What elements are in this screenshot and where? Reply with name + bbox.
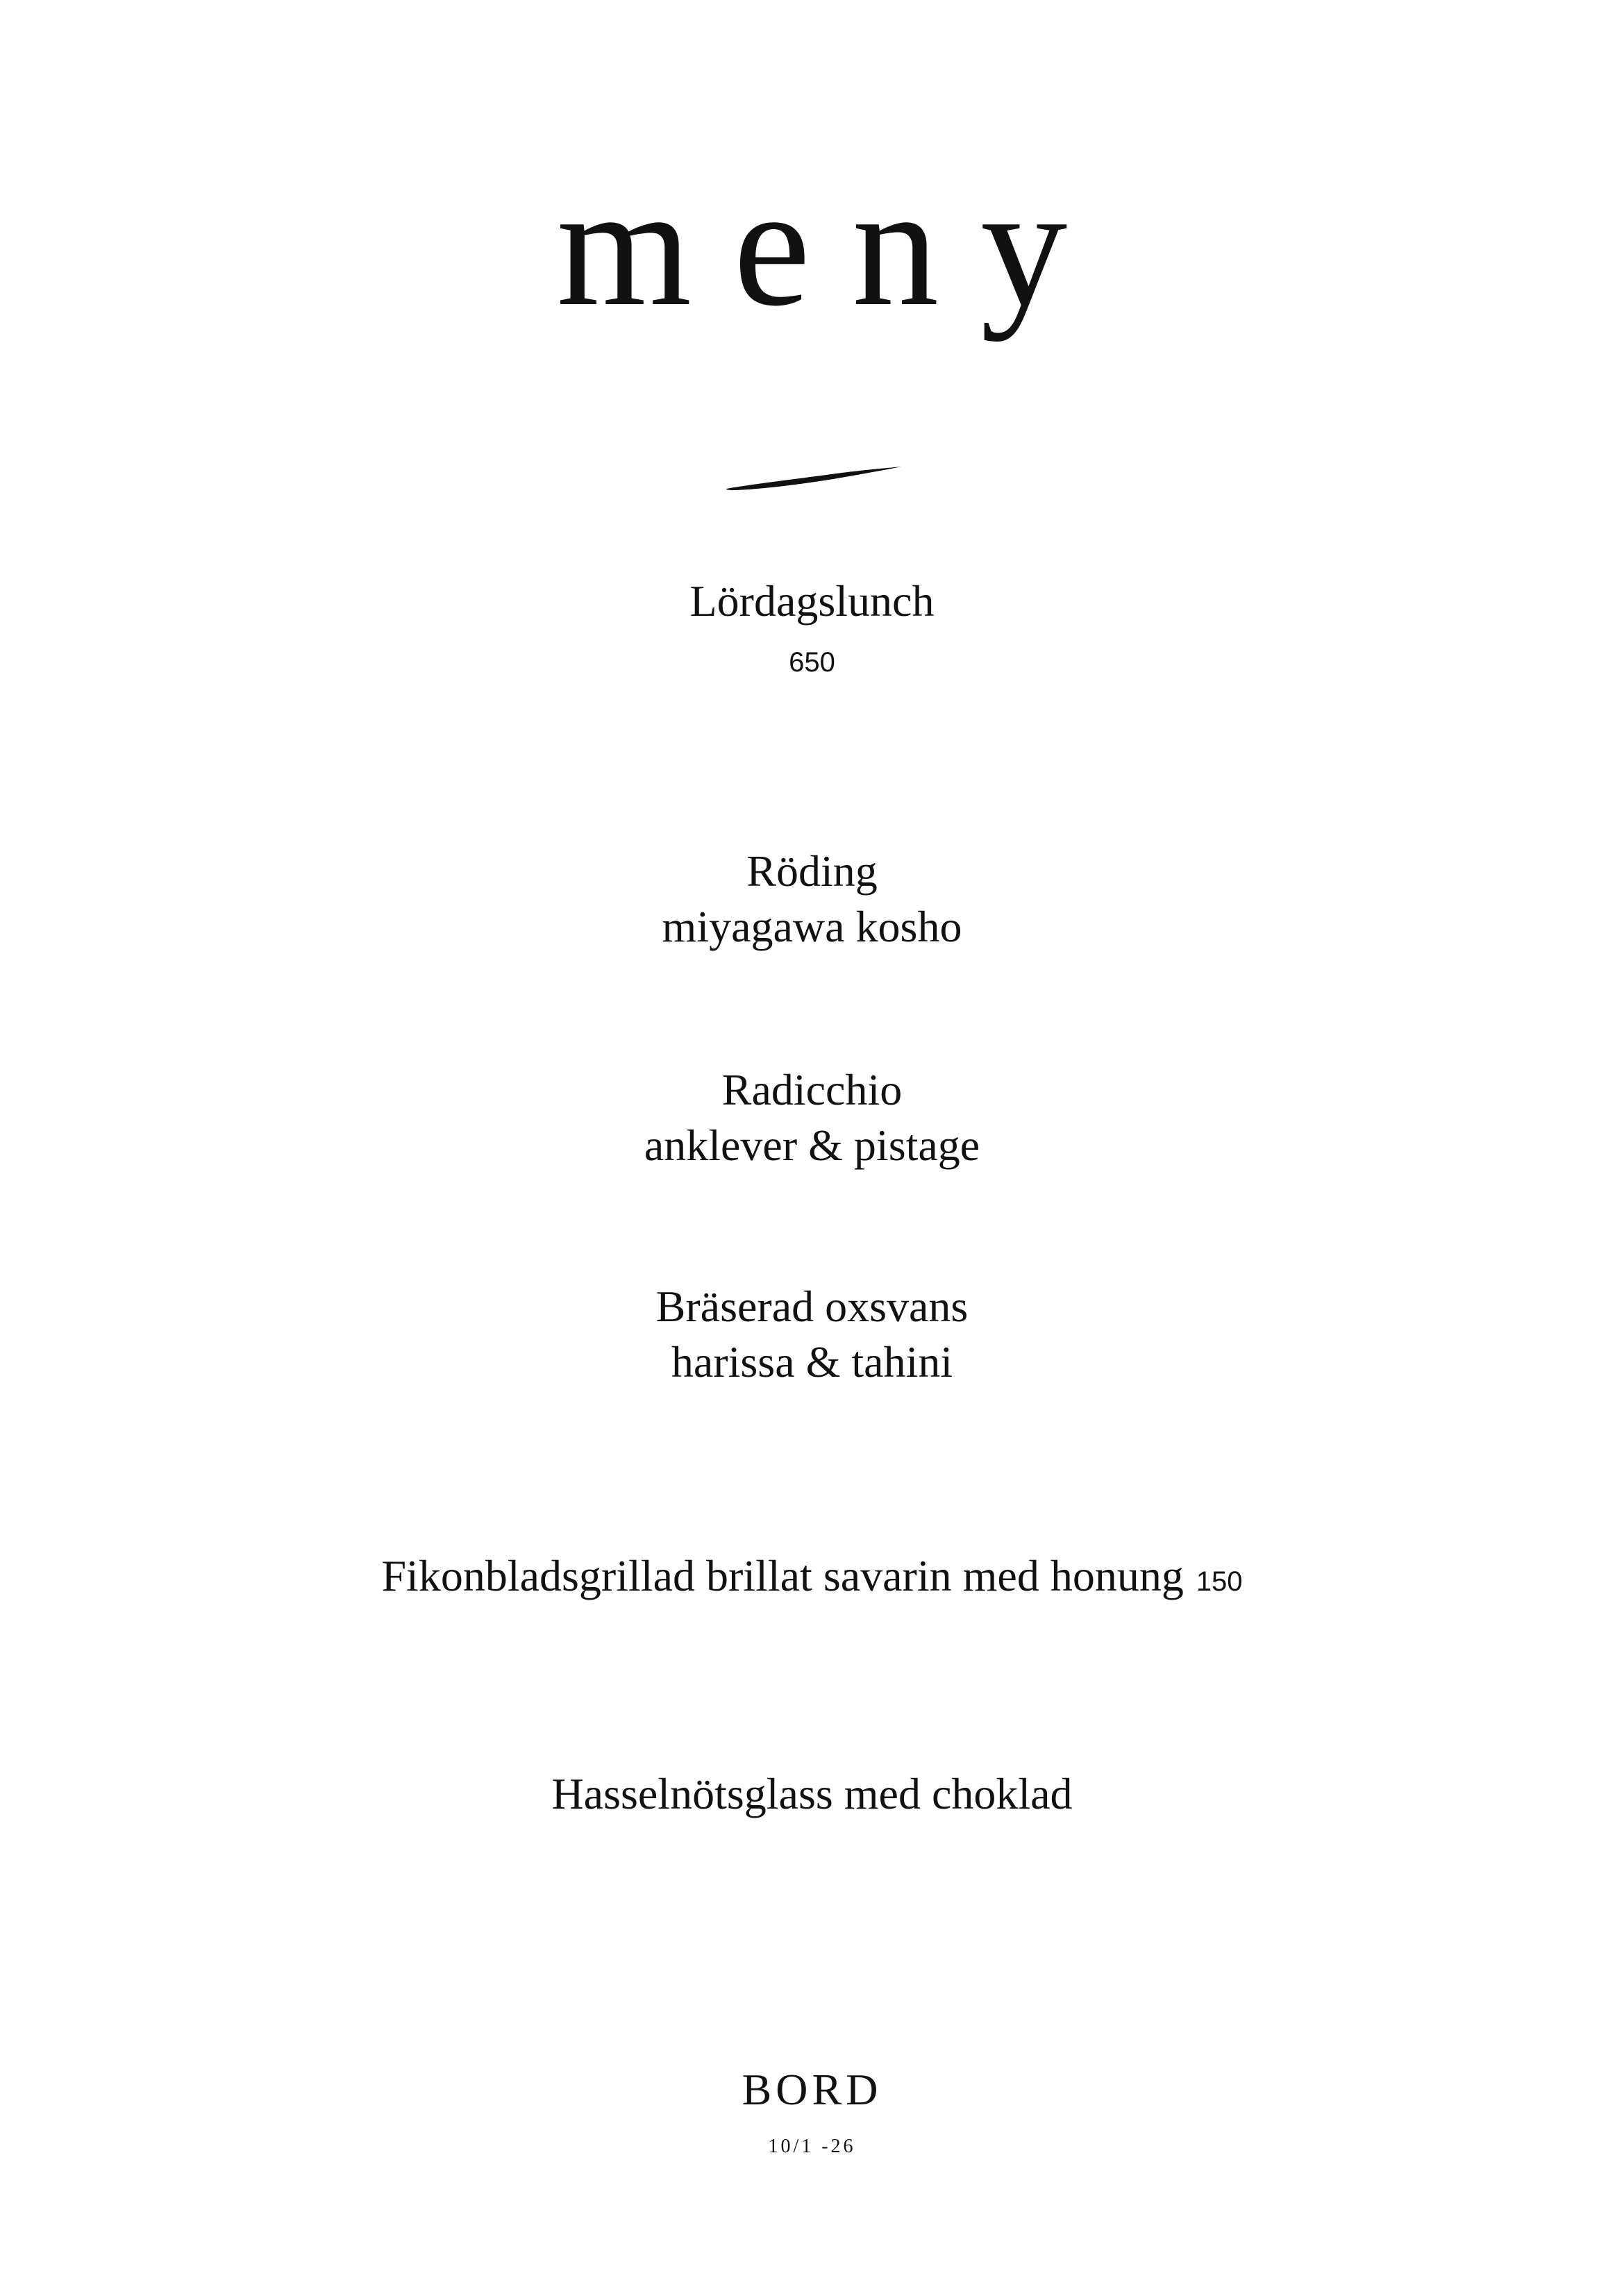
dish-description: harissa & tahini xyxy=(671,1337,953,1386)
dish-name: Bräserad oxsvans xyxy=(655,1282,969,1331)
menu-item xyxy=(0,1279,1624,1390)
cheese-item xyxy=(0,1548,1624,1609)
dish-name: Röding xyxy=(746,846,878,896)
cheese-name: Fikonbladsgrillad brillat savarin med honung xyxy=(381,1551,1184,1600)
dessert-item: Hasselnötsglass med choklad xyxy=(551,1769,1073,1818)
brand-name: BORD xyxy=(742,2065,882,2114)
menu-item xyxy=(0,844,1624,955)
dish-description: miyagawa kosho xyxy=(662,902,962,951)
menu-date: 10/1 -26 xyxy=(768,2136,856,2157)
menu-item xyxy=(0,1062,1624,1173)
page-title: meny xyxy=(556,150,1110,342)
brush-stroke-icon xyxy=(722,464,903,492)
dish-name: Radicchio xyxy=(721,1065,903,1114)
dish-description: anklever & pistage xyxy=(644,1121,980,1170)
lunch-title: Lördagslunch xyxy=(689,576,935,626)
cheese-price: 150 xyxy=(1196,1566,1243,1597)
lunch-price: 650 xyxy=(789,647,835,678)
